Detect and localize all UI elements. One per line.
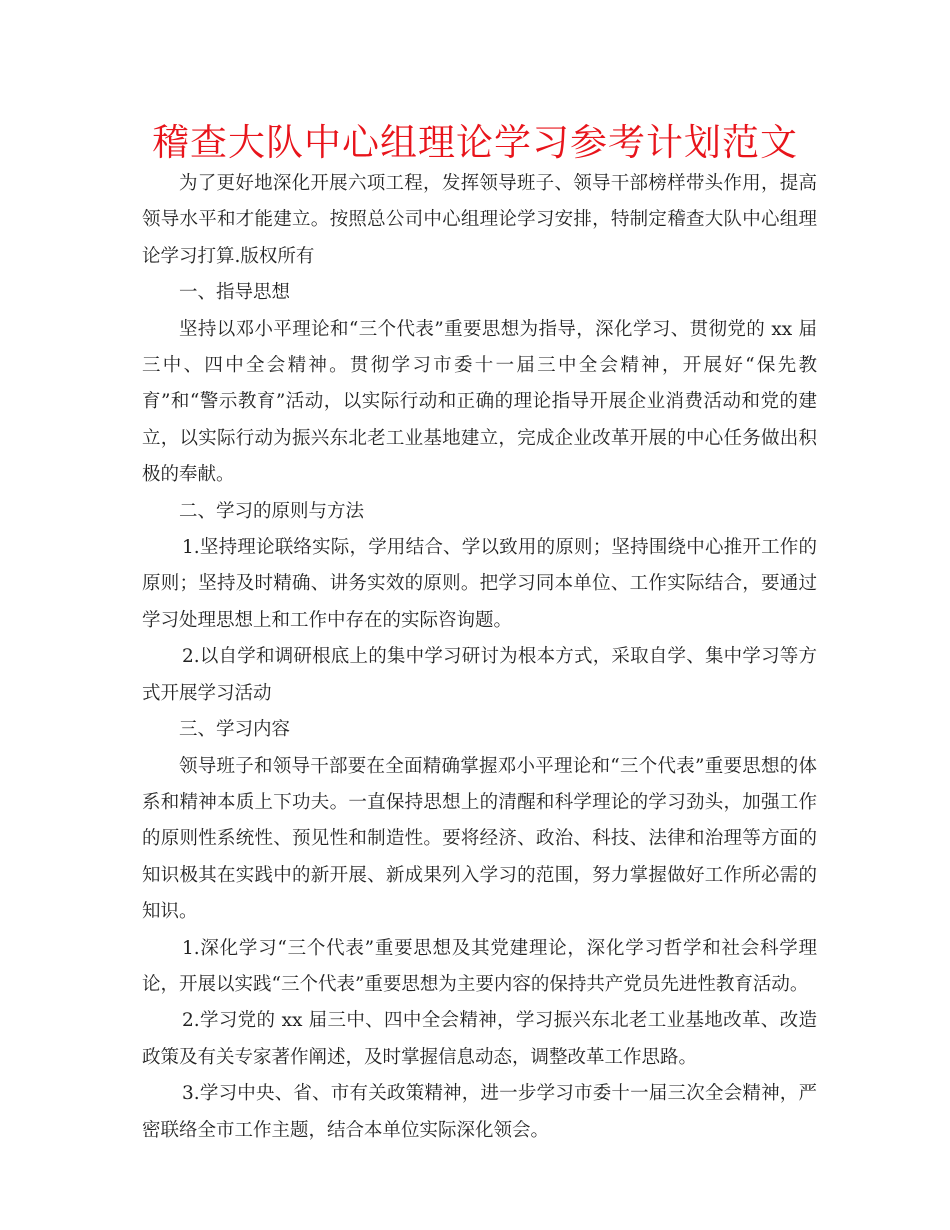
section-heading-principles-methods: 二、学习的原则与方法 <box>179 500 365 522</box>
study-content-item-2: 2.学习党的 xx 届三中、四中全会精神，学习振兴东北老工业基地改革、改造政策及有关专家著作阐述，及时掌握信息动态，调整改革工作思路。 <box>142 1010 817 1068</box>
principles-item-1: 1.坚持理论联络实际，学用结合、学以致用的原则；坚持围绕中心推开工作的原则；坚持及时精确、讲务实效的原则。把学习同本单位、工作实际结合，要通过学习处理思想上和工作中存在的实际咨询题。 <box>142 537 817 631</box>
guiding-thought-paragraph: 坚持以邓小平理论和“三个代表”重要思想为指导，深化学习、贯彻党的 xx 届三中、四中全会精神。贯彻学习市委十一届三中全会精神，开展好“保先教育”和“警示教育”活动，以实际行动和正确的理论指导开展企业消费活动和党的建立，以实际行动为振兴东北老工业基地建立，完成企业改革开展的中心任务做出积极的奉献。 <box>142 318 817 486</box>
document-title: 稽查大队中心组理论学习参考计划范文 <box>152 121 798 164</box>
study-content-item-3: 3.学习中央、省、市有关政策精神，进一步学习市委十一届三次全会精神，严密联络全市工作主题，结合本单位实际深化领会。 <box>142 1083 817 1141</box>
study-content-paragraph: 领导班子和领导干部要在全面精确掌握邓小平理论和“三个代表”重要思想的体系和精神本质上下功夫。一直保持思想上的清醒和科学理论的学习劲头，加强工作的原则性系统性、预见性和制造性。要将经济、政治、科技、法律和治理等方面的知识极其在实践中的新开展、新成果列入学习的范围，努力掌握做好工作所必需的知识。 <box>142 755 817 923</box>
document-body <box>142 166 817 1149</box>
section-heading-guiding-thought: 一、指导思想 <box>179 282 291 304</box>
section-heading-study-content: 三、学习内容 <box>179 719 291 741</box>
study-content-item-1: 1.深化学习“三个代表”重要思想及其党建理论，深化学习哲学和社会科学理论，开展以实践“三个代表”重要思想为主要内容的保持共产党员先进性教育活动。 <box>142 937 817 995</box>
principles-item-2: 2.以自学和调研根底上的集中学习研讨为根本方式，采取自学、集中学习等方式开展学习活动 <box>142 646 817 704</box>
intro-paragraph: 为了更好地深化开展六项工程，发挥领导班子、领导干部榜样带头作用，提高领导水平和才能建立。按照总公司中心组理论学习安排，特制定稽查大队中心组理论学习打算.版权所有 <box>142 173 817 267</box>
